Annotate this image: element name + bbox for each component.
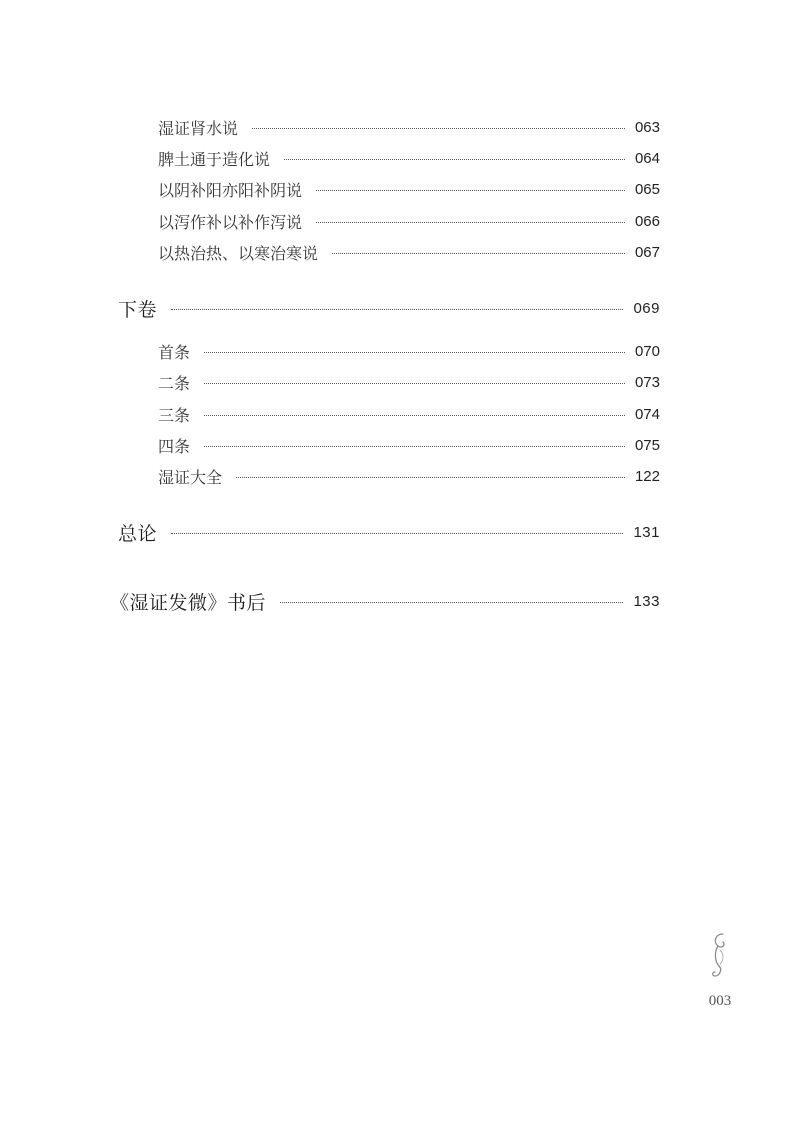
toc-entry-xiezuobu[interactable] xyxy=(158,209,660,233)
toc-entry-pitu-zaohua[interactable] xyxy=(158,146,660,170)
toc-entry-label: 以热治热、以寒治寒说 xyxy=(158,243,319,263)
toc-entry-label: 三条 xyxy=(158,405,191,425)
toc-entry-label: 湿证大全 xyxy=(158,467,223,487)
dot-leader xyxy=(204,415,625,416)
toc-entry-label: 以阴补阳亦阳补阴说 xyxy=(158,180,303,200)
toc-entry-page: 074 xyxy=(634,405,660,423)
dot-leader xyxy=(171,533,623,534)
dot-leader xyxy=(204,352,625,353)
dot-leader xyxy=(236,477,625,478)
toc-entry-label: 湿证肾水说 xyxy=(158,118,239,138)
toc-part-xiajuan[interactable] xyxy=(118,296,660,320)
dot-leader xyxy=(252,128,625,129)
toc-entry-page: 067 xyxy=(634,243,660,261)
dot-leader xyxy=(284,159,625,160)
dot-leader xyxy=(204,383,625,384)
toc-entry-page: 066 xyxy=(634,212,660,230)
toc-entry-yinbuyang[interactable] xyxy=(158,177,660,201)
toc-entry-santiao[interactable] xyxy=(158,402,660,426)
toc-entry-page: 064 xyxy=(634,149,660,167)
toc-entry-page: 075 xyxy=(634,436,660,454)
toc-part-page: 069 xyxy=(633,299,660,317)
toc-entry-page: 065 xyxy=(634,180,660,198)
dot-leader xyxy=(280,602,623,603)
toc-entry-page: 070 xyxy=(634,342,660,360)
toc-entry-shizheng-shenshui[interactable] xyxy=(158,115,660,139)
toc-part-label: 下卷 xyxy=(118,298,158,321)
page-number: 003 xyxy=(708,993,732,1009)
dot-leader xyxy=(171,309,623,310)
toc-entry-rezhire[interactable] xyxy=(158,240,660,264)
flourish-icon xyxy=(705,930,735,980)
toc-entry-label: 二条 xyxy=(158,373,191,393)
toc-entry-sitiao[interactable] xyxy=(158,433,660,457)
toc-entry-label: 以泻作补以补作泻说 xyxy=(158,212,303,232)
toc-part-label: 《湿证发微》书后 xyxy=(110,591,267,614)
toc-part-page: 131 xyxy=(633,523,660,541)
toc-part-shuhou[interactable] xyxy=(110,589,660,613)
toc-entry-label: 四条 xyxy=(158,436,191,456)
toc-part-page: 133 xyxy=(633,592,660,610)
toc-entry-shoutiao[interactable] xyxy=(158,339,660,363)
toc-entry-label: 首条 xyxy=(158,342,191,362)
toc-part-zonglun[interactable] xyxy=(118,520,660,544)
dot-leader xyxy=(332,253,625,254)
toc-part-label: 总论 xyxy=(118,522,158,545)
dot-leader xyxy=(316,222,625,223)
toc-entry-page: 073 xyxy=(634,373,660,391)
toc-entry-ertiao[interactable] xyxy=(158,370,660,394)
toc-entry-label: 脾土通于造化说 xyxy=(158,149,271,169)
dot-leader xyxy=(316,190,625,191)
toc-entry-shizheng-daquan[interactable] xyxy=(158,464,660,488)
toc-entry-page: 063 xyxy=(634,118,660,136)
dot-leader xyxy=(204,446,625,447)
toc-entry-page: 122 xyxy=(634,467,660,485)
